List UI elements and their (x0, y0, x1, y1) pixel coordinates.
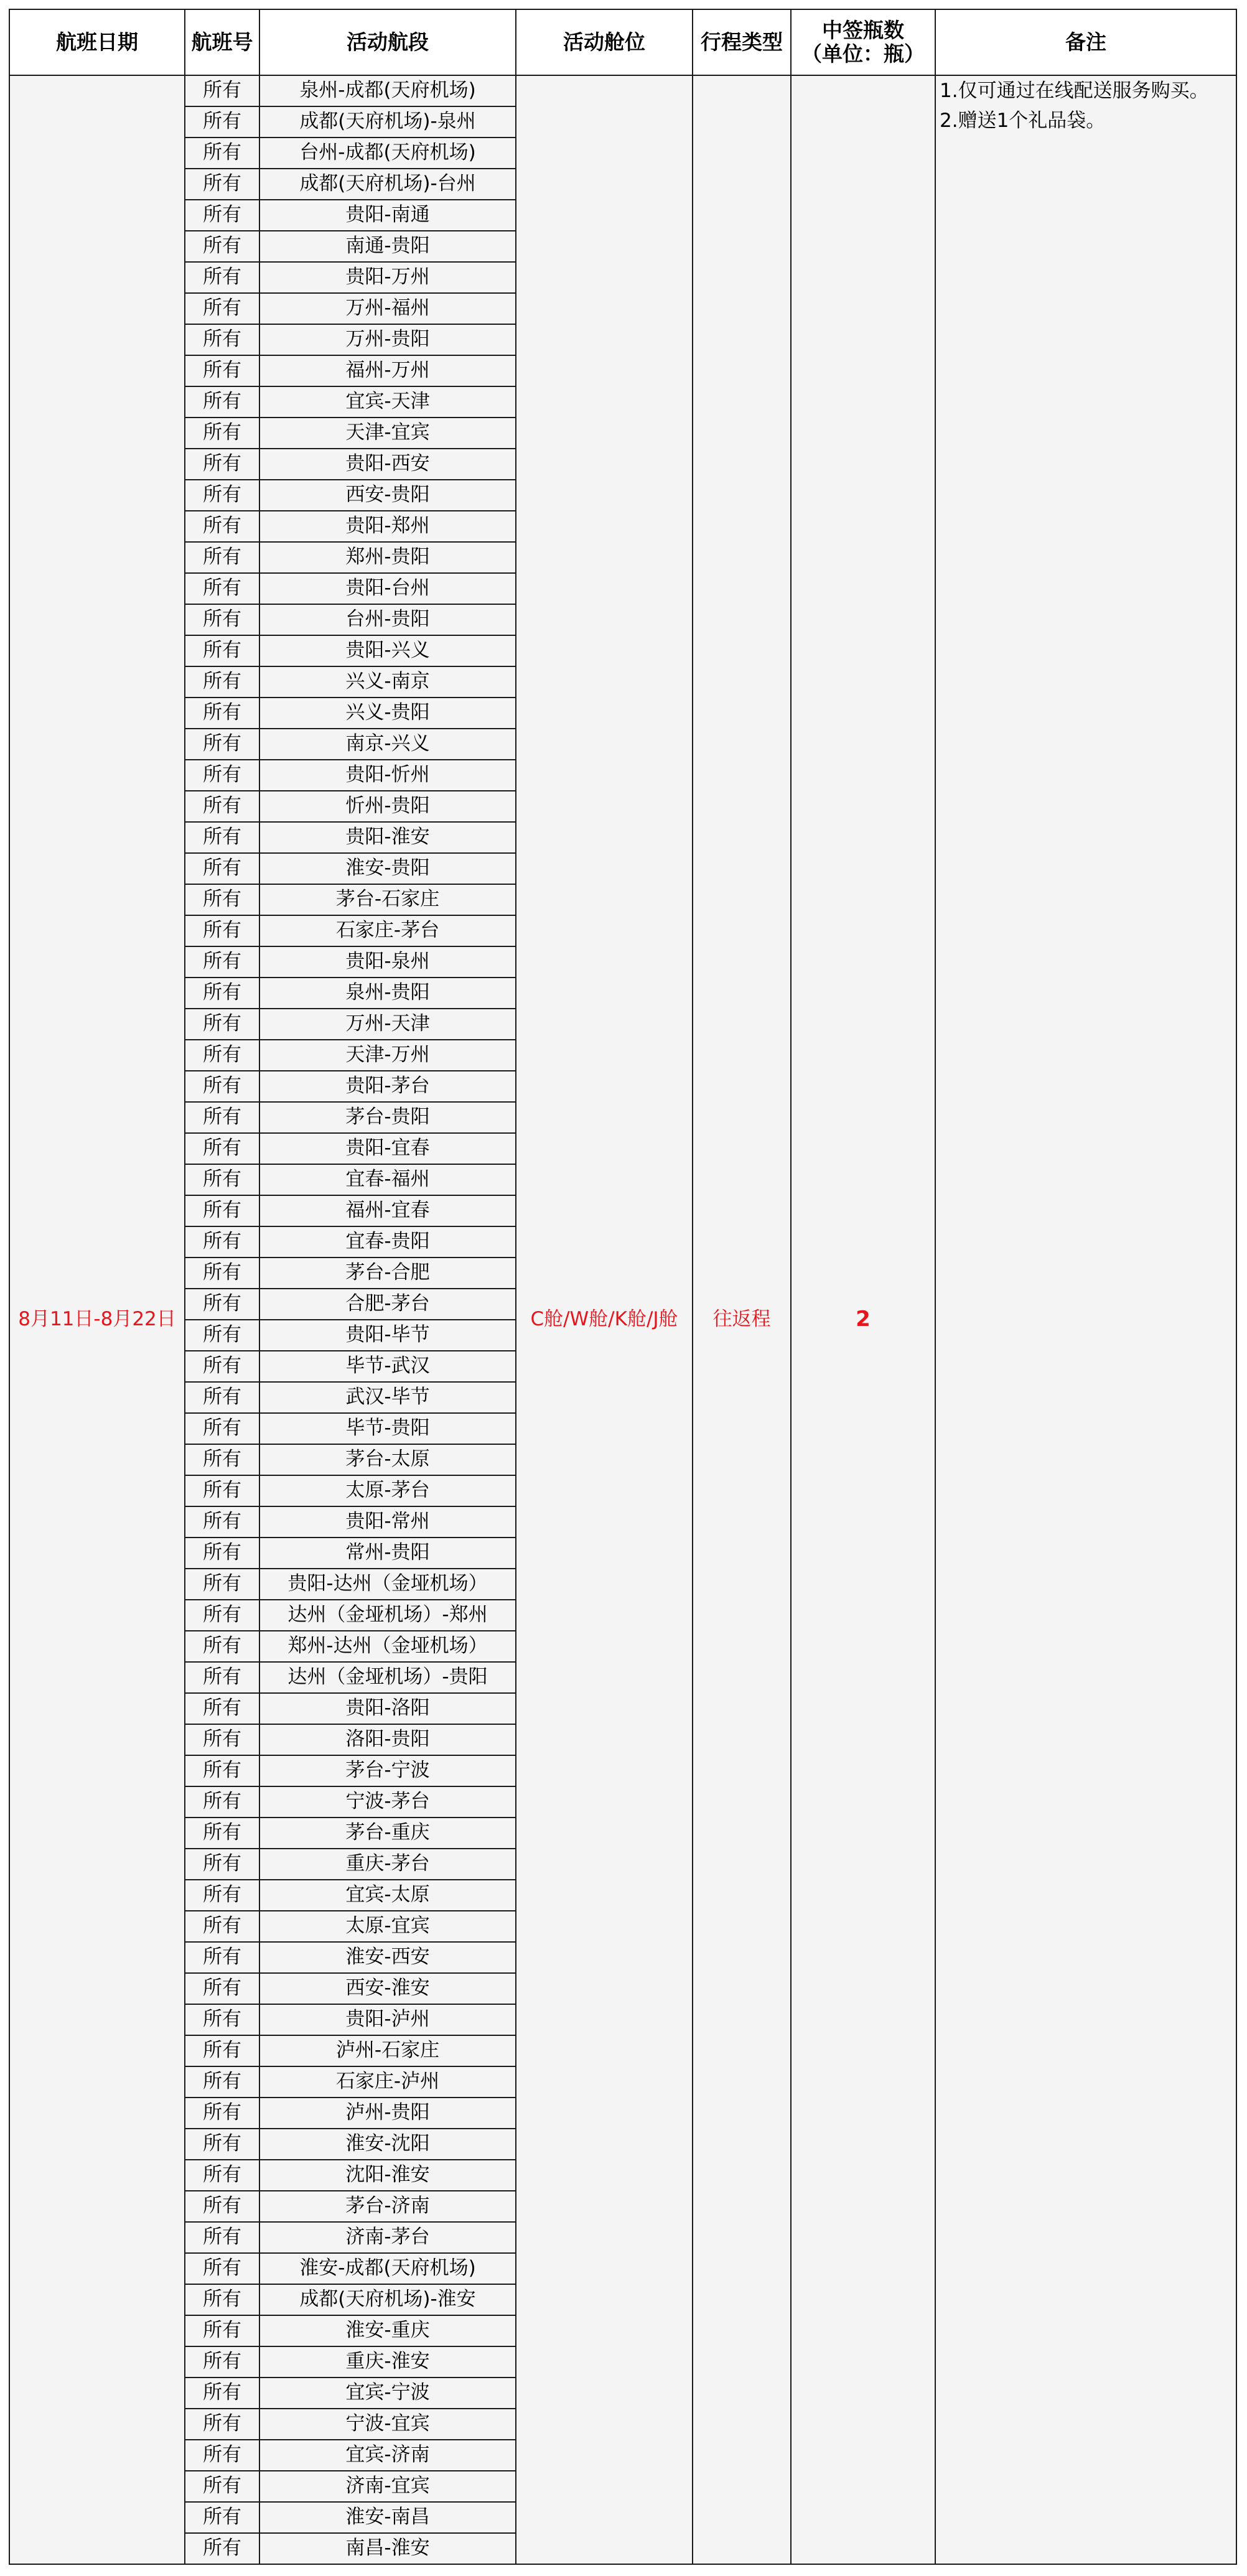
flight-number-cell: 所有 (185, 574, 260, 605)
flight-number-cell: 所有 (185, 2254, 260, 2285)
route-segment-cell: 天津-宜宾 (260, 418, 516, 449)
flight-number-cell: 所有 (185, 1009, 260, 1040)
route-segment-cell: 贵阳-达州（金垭机场） (260, 1569, 516, 1600)
route-segment-cell: 南昌-淮安 (260, 2534, 516, 2565)
flight-number-cell: 所有 (185, 1725, 260, 1756)
flight-number-cell: 所有 (185, 1507, 260, 1538)
flight-number-cell: 所有 (185, 2409, 260, 2440)
route-segment-cell: 福州-万州 (260, 356, 516, 387)
flight-number-cell: 所有 (185, 418, 260, 449)
header-cabin-class-label: 活动舱位 (563, 30, 645, 55)
route-segment-cell: 成都(天府机场)-台州 (260, 169, 516, 200)
route-segment-cell: 万州-福州 (260, 294, 516, 325)
route-segment-cell: 太原-宜宾 (260, 1911, 516, 1943)
route-segment-cell: 贵阳-淮安 (260, 823, 516, 854)
flight-number-cell: 所有 (185, 2005, 260, 2036)
route-segment-cell: 合肥-茅台 (260, 1289, 516, 1320)
route-segment-cell: 兴义-贵阳 (260, 698, 516, 729)
flight-number-cell: 所有 (185, 1103, 260, 1134)
flight-number-cell: 所有 (185, 2098, 260, 2129)
route-segment-cell: 茅台-重庆 (260, 1818, 516, 1849)
route-segment-cell: 泸州-贵阳 (260, 2098, 516, 2129)
flight-number-cell: 所有 (185, 138, 260, 169)
flight-number-cell: 所有 (185, 1569, 260, 1600)
header-remarks (936, 9, 1237, 76)
route-segment-cell: 贵阳-泉州 (260, 947, 516, 978)
flight-number-cell: 所有 (185, 2067, 260, 2098)
route-segment-cell: 南京-兴义 (260, 729, 516, 760)
route-segment-cell: 贵阳-郑州 (260, 511, 516, 543)
flight-number-cell: 所有 (185, 2503, 260, 2534)
route-segment-cell: 达州（金垭机场）-贵阳 (260, 1663, 516, 1694)
flight-number-cell: 所有 (185, 1289, 260, 1320)
route-segment-cell: 淮安-南昌 (260, 2503, 516, 2534)
flight-number-cell: 所有 (185, 791, 260, 823)
route-segment-cell: 西安-贵阳 (260, 480, 516, 511)
route-segment-cell: 泸州-石家庄 (260, 2036, 516, 2067)
flight-number-cell: 所有 (185, 294, 260, 325)
flight-number-cell: 所有 (185, 480, 260, 511)
remarks (936, 76, 1237, 2565)
flight-number-cell: 所有 (185, 356, 260, 387)
cabin-classes (516, 76, 693, 2565)
flight-number-cell: 所有 (185, 636, 260, 667)
header-route-segment (260, 9, 516, 76)
flight-number-cell: 所有 (185, 1258, 260, 1289)
flight-number-cell: 所有 (185, 885, 260, 916)
flight-number-cell: 所有 (185, 760, 260, 791)
flight-number-cell: 所有 (185, 1600, 260, 1631)
flight-number-cell: 所有 (185, 2036, 260, 2067)
route-segment-cell: 台州-成都(天府机场) (260, 138, 516, 169)
flight-date-range (9, 76, 185, 2565)
flight-number-cell: 所有 (185, 2316, 260, 2347)
route-segment-cell: 茅台-济南 (260, 2191, 516, 2223)
flight-number-cell: 所有 (185, 1631, 260, 1663)
remarks-list (940, 76, 1236, 136)
flight-number-cell: 所有 (185, 1756, 260, 1787)
route-segment-cell: 淮安-重庆 (260, 2316, 516, 2347)
route-segment-cell: 兴义-南京 (260, 667, 516, 698)
flight-number-cell: 所有 (185, 823, 260, 854)
route-segment-cell: 贵阳-忻州 (260, 760, 516, 791)
route-segment-cell: 茅台-太原 (260, 1445, 516, 1476)
remark-line: 1.仅可通过在线配送服务购买。 (940, 80, 1209, 102)
route-segment-cell: 贵阳-兴义 (260, 636, 516, 667)
route-segment-cell: 茅台-宁波 (260, 1756, 516, 1787)
flight-number-cell: 所有 (185, 605, 260, 636)
route-segment-cell: 太原-茅台 (260, 1476, 516, 1507)
flight-number-cell: 所有 (185, 916, 260, 947)
flight-number-cell: 所有 (185, 325, 260, 356)
header-winning-bottles-label: 中签瓶数 (822, 18, 904, 43)
header-winning-bottles (792, 9, 936, 76)
route-segment-cell: 毕节-贵阳 (260, 1414, 516, 1445)
route-segment-cell: 淮安-沈阳 (260, 2129, 516, 2160)
route-segment-cell: 贵阳-西安 (260, 449, 516, 480)
promotion-table (9, 9, 1237, 2567)
flight-number-cell: 所有 (185, 231, 260, 263)
route-segment-cell: 宜宾-天津 (260, 387, 516, 418)
remark-line: 2.赠送1个礼品袋。 (940, 110, 1106, 132)
route-segment-cell: 宜宾-太原 (260, 1880, 516, 1911)
route-segment-cell: 成都(天府机场)-淮安 (260, 2285, 516, 2316)
flight-date-range-text: 8月11日-8月22日 (18, 1308, 176, 1331)
route-segment-cell: 西安-淮安 (260, 1974, 516, 2005)
flight-number-cell: 所有 (185, 698, 260, 729)
header-winning-bottles-unit: （单位：瓶） (801, 42, 925, 66)
route-segment-cell: 贵阳-台州 (260, 574, 516, 605)
route-segment-cell: 重庆-茅台 (260, 1849, 516, 1880)
flight-number-cell: 所有 (185, 263, 260, 294)
route-segment-cell: 重庆-淮安 (260, 2347, 516, 2378)
header-trip-type-label: 行程类型 (701, 30, 783, 55)
route-segment-cell: 郑州-达州（金垭机场） (260, 1631, 516, 1663)
flight-number-cell: 所有 (185, 1943, 260, 1974)
flight-number-cell: 所有 (185, 1787, 260, 1818)
route-segment-cell: 毕节-武汉 (260, 1351, 516, 1383)
route-segment-cell: 宜春-福州 (260, 1165, 516, 1196)
route-segment-cell: 茅台-贵阳 (260, 1103, 516, 1134)
route-segment-cell: 济南-宜宾 (260, 2471, 516, 2503)
flight-number-cell: 所有 (185, 1538, 260, 1569)
flight-number-cell: 所有 (185, 449, 260, 480)
flight-number-cell: 所有 (185, 2534, 260, 2565)
flight-number-cell: 所有 (185, 1849, 260, 1880)
header-cabin-class (516, 9, 693, 76)
flight-number-cell: 所有 (185, 1663, 260, 1694)
route-segment-cell: 台州-贵阳 (260, 605, 516, 636)
header-trip-type (693, 9, 792, 76)
flight-number-cell: 所有 (185, 1320, 260, 1351)
route-segment-cell: 达州（金垭机场）-郑州 (260, 1600, 516, 1631)
flight-number-cell: 所有 (185, 978, 260, 1009)
route-segment-cell: 贵阳-南通 (260, 200, 516, 231)
route-segment-cell: 常州-贵阳 (260, 1538, 516, 1569)
header-flight-date (9, 9, 185, 76)
flight-number-cell: 所有 (185, 1880, 260, 1911)
flight-number-cell: 所有 (185, 76, 260, 107)
route-segment-cell: 贵阳-泸州 (260, 2005, 516, 2036)
flight-number-cell: 所有 (185, 1196, 260, 1227)
flight-number-cell: 所有 (185, 729, 260, 760)
route-segment-cell: 天津-万州 (260, 1040, 516, 1071)
flight-number-cell: 所有 (185, 667, 260, 698)
flight-number-cell: 所有 (185, 2191, 260, 2223)
flight-number-cell: 所有 (185, 1476, 260, 1507)
header-flight-date-label: 航班日期 (56, 30, 138, 55)
route-segment-cell: 成都(天府机场)-泉州 (260, 107, 516, 138)
route-segment-cell: 沈阳-淮安 (260, 2160, 516, 2191)
flight-number-cell: 所有 (185, 543, 260, 574)
flight-number-cell: 所有 (185, 2471, 260, 2503)
route-segment-cell: 宁波-茅台 (260, 1787, 516, 1818)
flight-number-cell: 所有 (185, 1414, 260, 1445)
flight-number-cell: 所有 (185, 107, 260, 138)
flight-number-cell: 所有 (185, 2378, 260, 2409)
flight-number-cell: 所有 (185, 1818, 260, 1849)
route-segment-cell: 贵阳-毕节 (260, 1320, 516, 1351)
route-segment-cell: 泉州-贵阳 (260, 978, 516, 1009)
route-segment-cell: 福州-宜春 (260, 1196, 516, 1227)
route-segment-cell: 淮安-贵阳 (260, 854, 516, 885)
route-segment-cell: 贵阳-万州 (260, 263, 516, 294)
header-flight-number (185, 9, 260, 76)
winning-bottle-count (792, 76, 936, 2565)
flight-number-cell: 所有 (185, 854, 260, 885)
flight-number-cell: 所有 (185, 2347, 260, 2378)
flight-number-cell: 所有 (185, 1227, 260, 1258)
flight-number-cell: 所有 (185, 1445, 260, 1476)
winning-bottle-count-value: 2 (856, 1307, 871, 1332)
flight-number-cell: 所有 (185, 1694, 260, 1725)
route-segment-cell: 泉州-成都(天府机场) (260, 76, 516, 107)
route-segment-cell: 贵阳-茅台 (260, 1071, 516, 1103)
route-segment-cell: 南通-贵阳 (260, 231, 516, 263)
route-segment-cell: 济南-茅台 (260, 2223, 516, 2254)
route-segment-cell: 石家庄-泸州 (260, 2067, 516, 2098)
flight-number-cell: 所有 (185, 2160, 260, 2191)
route-segment-cell: 茅台-石家庄 (260, 885, 516, 916)
route-segment-cell: 贵阳-常州 (260, 1507, 516, 1538)
route-segment-cell: 宜宾-济南 (260, 2440, 516, 2471)
route-segment-cell: 贵阳-宜春 (260, 1134, 516, 1165)
flight-number-cell: 所有 (185, 1351, 260, 1383)
trip-type-text: 往返程 (712, 1308, 771, 1331)
route-segment-cell: 贵阳-洛阳 (260, 1694, 516, 1725)
route-segment-cell: 武汉-毕节 (260, 1383, 516, 1414)
route-segment-cell: 洛阳-贵阳 (260, 1725, 516, 1756)
flight-number-cell: 所有 (185, 2440, 260, 2471)
header-route-segment-label: 活动航段 (347, 30, 429, 55)
route-segment-cell: 忻州-贵阳 (260, 791, 516, 823)
flight-number-cell: 所有 (185, 200, 260, 231)
route-segment-cell: 郑州-贵阳 (260, 543, 516, 574)
header-flight-number-label: 航班号 (191, 30, 253, 55)
route-segment-cell: 宜春-贵阳 (260, 1227, 516, 1258)
route-segment-cell: 淮安-成都(天府机场) (260, 2254, 516, 2285)
route-segment-cell: 淮安-西安 (260, 1943, 516, 1974)
flight-number-cell: 所有 (185, 2223, 260, 2254)
cabin-classes-text: C舱/W舱/K舱/J舱 (530, 1308, 678, 1331)
flight-number-cell: 所有 (185, 1040, 260, 1071)
flight-number-cell: 所有 (185, 511, 260, 543)
flight-number-cell: 所有 (185, 1974, 260, 2005)
flight-number-cell: 所有 (185, 1383, 260, 1414)
flight-number-cell: 所有 (185, 1165, 260, 1196)
flight-number-cell: 所有 (185, 2129, 260, 2160)
route-segment-cell: 万州-天津 (260, 1009, 516, 1040)
flight-number-cell: 所有 (185, 169, 260, 200)
header-remarks-label: 备注 (1065, 30, 1106, 55)
route-segment-cell: 宜宾-宁波 (260, 2378, 516, 2409)
route-segment-cell: 宁波-宜宾 (260, 2409, 516, 2440)
route-segment-cell: 万州-贵阳 (260, 325, 516, 356)
flight-number-cell: 所有 (185, 2285, 260, 2316)
route-segment-cell: 茅台-合肥 (260, 1258, 516, 1289)
flight-number-cell: 所有 (185, 1134, 260, 1165)
flight-number-cell: 所有 (185, 387, 260, 418)
flight-number-cell: 所有 (185, 1911, 260, 1943)
flight-number-cell: 所有 (185, 947, 260, 978)
flight-number-cell: 所有 (185, 1071, 260, 1103)
trip-type (693, 76, 792, 2565)
route-segment-cell: 石家庄-茅台 (260, 916, 516, 947)
